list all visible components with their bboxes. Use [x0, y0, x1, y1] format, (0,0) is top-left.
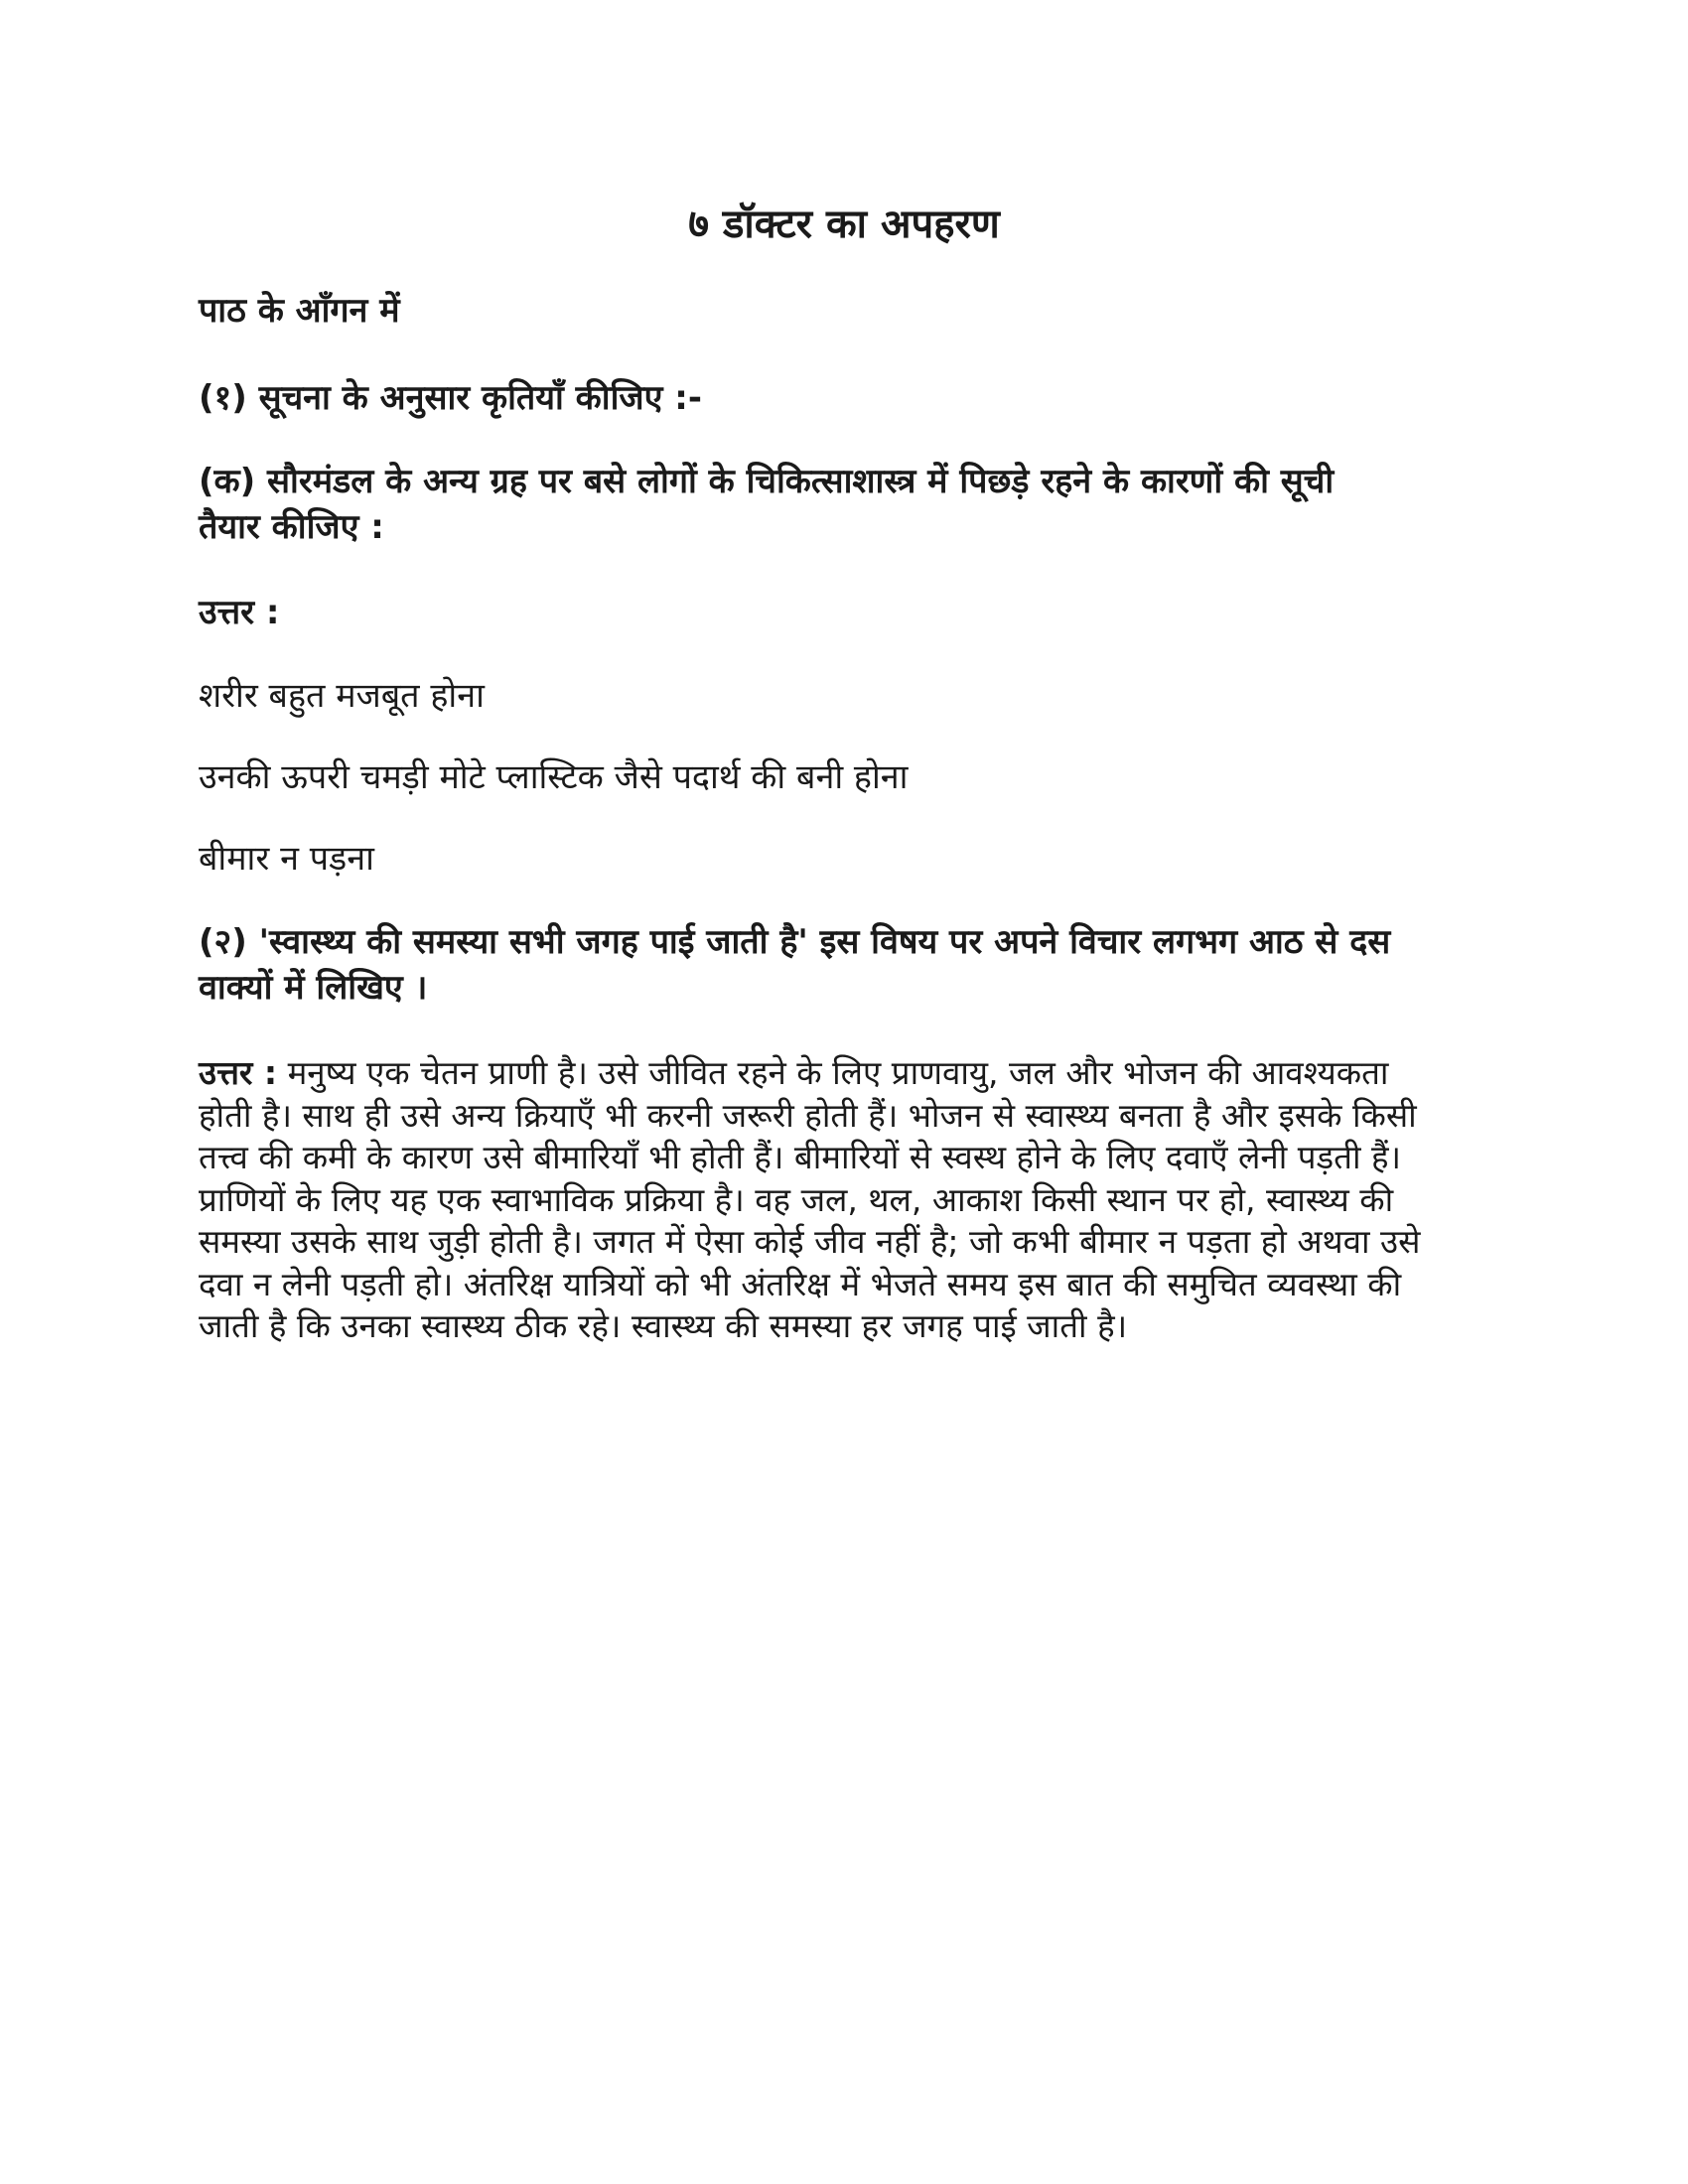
answer-2-line: होती है। साथ ही उसे अन्य क्रियाएँ भी करनी जरूरी होती हैं। भोजन से स्वास्थ्य बनता है और इसके किसी: [199, 1095, 1417, 1135]
answer-1-item: शरीर बहुत मजबूत होना: [199, 676, 485, 716]
answer-2-line-text: मनुष्य एक चेतन प्राणी है। उसे जीवित रहने के लिए प्राणवायु, जल और भोजन की आवश्यकता: [287, 1053, 1389, 1092]
answer-1-item: बीमार न पड़ना: [199, 839, 374, 879]
answer-2-label: उत्तर :: [199, 1053, 278, 1092]
answer-2-line: दवा न लेनी पड़ती हो। अंतरिक्ष यात्रियों को भी अंतरिक्ष में भेजते समय इस बात की समुचित व्यवस्था की: [199, 1264, 1402, 1303]
page-title: ७ डॉक्टर का अपहरण: [688, 202, 1000, 247]
question-1a-line: (क) सौरमंडल के अन्य ग्रह पर बसे लोगों के चिकित्साशास्त्र में पिछड़े रहने के कारणों की सूची: [199, 462, 1335, 501]
question-2-line: (२) 'स्वास्थ्य की समस्या सभी जगह पाई जाती है' इस विषय पर अपने विचार लगभग आठ से दस: [199, 922, 1391, 962]
answer-2-line: प्राणियों के लिए यह एक स्वाभाविक प्रक्रिया है। वह जल, थल, आकाश किसी स्थान पर हो, स्वास्थ्य की: [199, 1179, 1394, 1219]
answer-2-line: [199, 1052, 1489, 1095]
question-2-line: वाक्यों में लिखिए ।: [199, 968, 428, 1008]
answer-2-line: जाती है कि उनका स्वास्थ्य ठीक रहे। स्वास्थ्य की समस्या हर जगह पाई जाती है।: [199, 1306, 1128, 1345]
question-1a-text: [199, 459, 1489, 550]
section-heading: पाठ के आँगन में: [199, 291, 400, 331]
question-1-heading: (१) सूचना के अनुसार कृतियाँ कीजिए :-: [199, 378, 702, 418]
answer-2-line: तत्त्व की कमी के कारण उसे बीमारियाँ भी होती हैं। बीमारियों से स्वस्थ होने के लिए दवाएँ लेनी पड़ती हैं।: [199, 1138, 1402, 1176]
answer-1-item: उनकी ऊपरी चमड़ी मोटे प्लास्टिक जैसे पदार्थ की बनी होना: [199, 757, 909, 797]
question-1a-line: तैयार कीजिए :: [199, 507, 384, 547]
answer-2-line: समस्या उसके साथ जुड़ी होती है। जगत में ऐसा कोई जीव नहीं है; जो कभी बीमार न पड़ता हो अथवा उसे: [199, 1222, 1421, 1261]
answer-1-label: उत्तर :: [199, 593, 280, 632]
question-2-text: [199, 919, 1489, 1011]
answer-2-paragraph: [199, 1052, 1489, 1348]
